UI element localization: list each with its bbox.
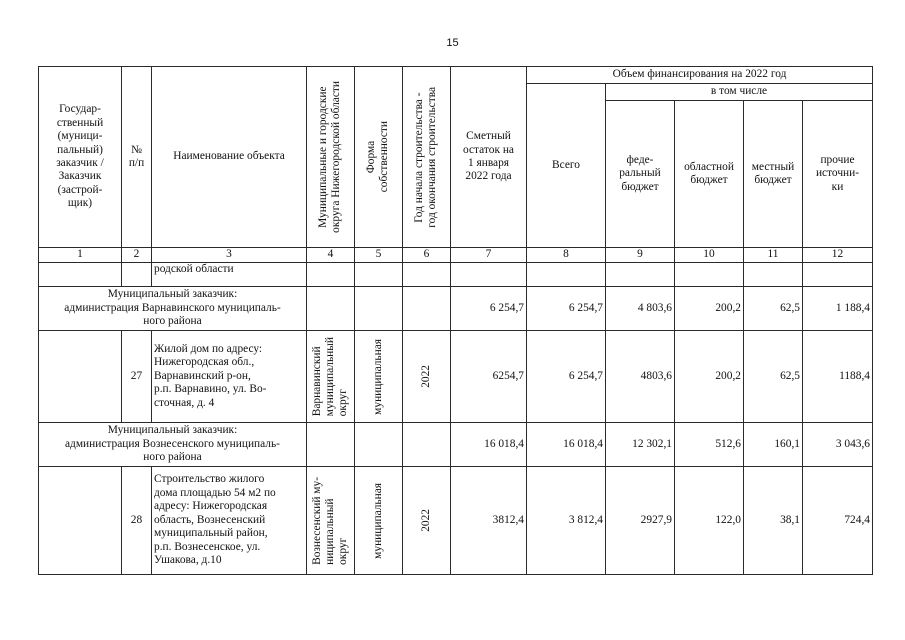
header-estimate: Сметный остаток на 1 января 2022 года (451, 67, 527, 248)
column-number: 3 (152, 248, 307, 263)
object-other: 724,4 (803, 467, 873, 575)
header-ownership: Форма собственности (355, 67, 403, 248)
header-including: в том числе (606, 84, 873, 101)
header-customer: Государ- ственный (муници- пальный) заказчик / Заказчик (застрой- щик) (39, 67, 122, 248)
header-total: Всего (527, 84, 606, 248)
continuation-row (39, 263, 873, 287)
header-funding: Объем финансирования на 2022 год (527, 67, 873, 84)
column-number: 8 (527, 248, 606, 263)
header-years: Год начала строительства - год окончания строительства (403, 67, 451, 248)
column-number: 11 (744, 248, 803, 263)
object-federal: 2927,9 (606, 467, 675, 575)
group-other: 3 043,6 (803, 423, 873, 467)
header-local: местный бюджет (744, 101, 803, 248)
group-federal: 4 803,6 (606, 287, 675, 331)
header-object-name: Наименование объекта (152, 67, 307, 248)
group-total: 16 018,4 (527, 423, 606, 467)
column-number: 9 (606, 248, 675, 263)
group-regional: 200,2 (675, 287, 744, 331)
customer-group-row (39, 423, 873, 467)
object-year: 2022 (403, 467, 451, 575)
group-local: 160,1 (744, 423, 803, 467)
group-estimate: 16 018,4 (451, 423, 527, 467)
object-name: Строительство жилого дома площадью 54 м2 по адресу: Нижегородская область, Вознесенский муниципальный район, р.п. Вознесенское, ул. Ушакова, д.10 (152, 467, 307, 575)
header-municipality: Муниципальные и городские округа Нижегородской области (307, 67, 355, 248)
object-regional: 122,0 (675, 467, 744, 575)
header-number: № п/п (122, 67, 152, 248)
continuation-text: родской области (152, 263, 307, 287)
object-number: 28 (122, 467, 152, 575)
column-number: 2 (122, 248, 152, 263)
header-other: прочие источни- ки (803, 101, 873, 248)
column-number: 1 (39, 248, 122, 263)
object-total: 3 812,4 (527, 467, 606, 575)
column-number: 5 (355, 248, 403, 263)
column-number: 6 (403, 248, 451, 263)
object-federal: 4803,6 (606, 331, 675, 423)
group-total: 6 254,7 (527, 287, 606, 331)
object-estimate: 3812,4 (451, 467, 527, 575)
object-local: 62,5 (744, 331, 803, 423)
group-other: 1 188,4 (803, 287, 873, 331)
group-regional: 512,6 (675, 423, 744, 467)
object-ownership: муниципальная (355, 331, 403, 423)
customer-name: Муниципальный заказчик: администрация Варнавинского муниципаль- ного района (39, 287, 307, 331)
header-federal: феде- ральный бюджет (606, 101, 675, 248)
object-estimate: 6254,7 (451, 331, 527, 423)
group-local: 62,5 (744, 287, 803, 331)
header-regional: областной бюджет (675, 101, 744, 248)
column-number: 4 (307, 248, 355, 263)
financing-table (38, 66, 873, 575)
page-number: 15 (446, 37, 459, 49)
customer-group-row (39, 287, 873, 331)
column-number: 7 (451, 248, 527, 263)
object-total: 6 254,7 (527, 331, 606, 423)
customer-name: Муниципальный заказчик: администрация Вознесенского муниципаль- ного района (39, 423, 307, 467)
column-number: 10 (675, 248, 744, 263)
object-regional: 200,2 (675, 331, 744, 423)
object-municipality: Вознесенский му- ниципальный округ (307, 467, 355, 575)
object-municipality: Варнавинский муниципальный округ (307, 331, 355, 423)
column-number: 12 (803, 248, 873, 263)
object-number: 27 (122, 331, 152, 423)
object-row (39, 331, 873, 423)
object-name: Жилой дом по адресу: Нижегородская обл., Варнавинский р-он, р.п. Варнавино, ул. Во- сточная, д. 4 (152, 331, 307, 423)
object-other: 1188,4 (803, 331, 873, 423)
group-estimate: 6 254,7 (451, 287, 527, 331)
object-ownership: муниципальная (355, 467, 403, 575)
object-local: 38,1 (744, 467, 803, 575)
group-federal: 12 302,1 (606, 423, 675, 467)
object-row (39, 467, 873, 575)
object-year: 2022 (403, 331, 451, 423)
column-number-row (39, 248, 873, 263)
